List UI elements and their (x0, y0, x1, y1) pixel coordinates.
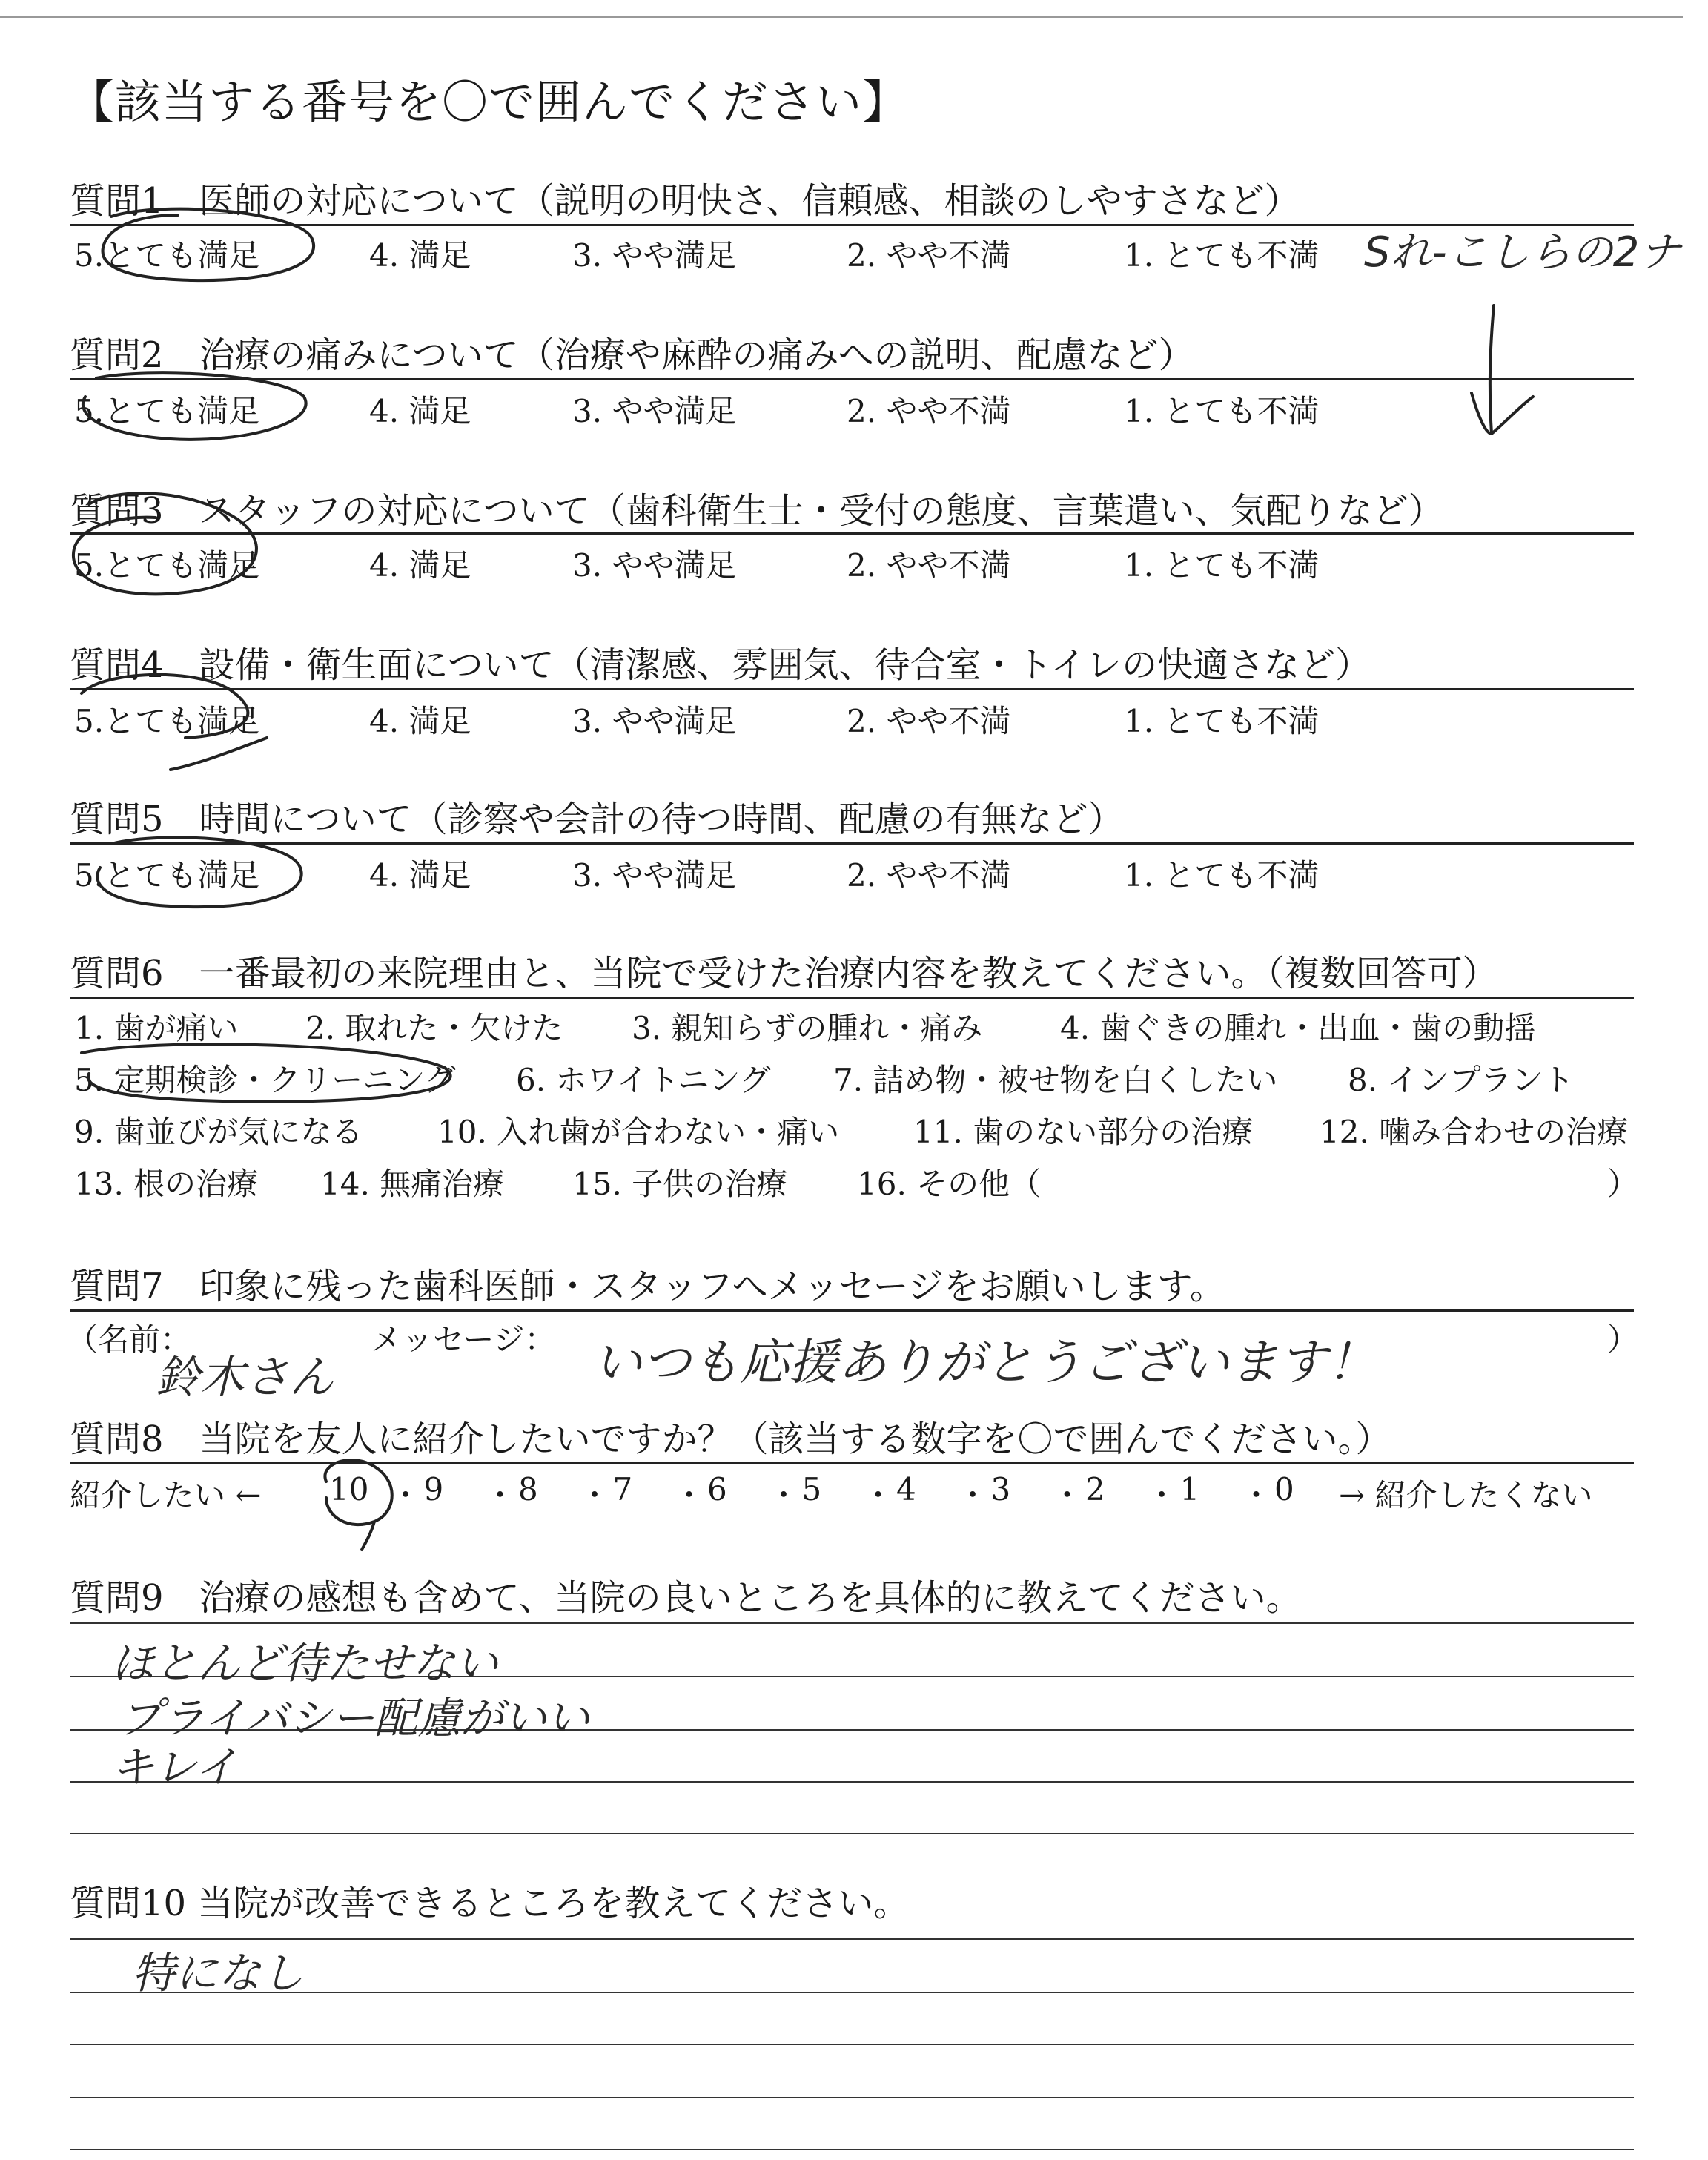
q7-heading: 質問7 印象に残った歯科医師・スタッフへメッセージをお願いします。 (70, 1266, 1225, 1307)
page-title: 【該当する番号を〇で囲んでください】 (68, 75, 910, 129)
q9-answer-2: プライバシー配慮がいい (119, 1693, 590, 1743)
q7-name-value: 鈴木さん (156, 1352, 334, 1404)
q6-option-16[interactable]: 16. その他（ (857, 1166, 1042, 1202)
q6-option-9[interactable]: 9. 歯並びが気になる (74, 1114, 363, 1150)
q5-option-2[interactable]: 2. やや不満 (847, 857, 1011, 894)
q8-right-label: → 紹介したくない (1339, 1477, 1593, 1513)
q1-option-4[interactable]: 4. 満足 (369, 237, 471, 274)
q5-option-5[interactable]: 5.とても満足 (74, 857, 260, 894)
q3-rule (70, 532, 1634, 535)
q2-option-3[interactable]: 3. やや満足 (572, 393, 737, 429)
q9-line-5 (70, 1833, 1634, 1834)
q6-option-3[interactable]: 3. 親知らずの腫れ・痛み (632, 1010, 983, 1046)
q5-rule (70, 842, 1634, 845)
q3-option-4[interactable]: 4. 満足 (369, 547, 471, 584)
q5-option-3[interactable]: 3. やや満足 (572, 857, 737, 894)
q5-heading: 質問5 時間について（診察や会計の待つ時間、配慮の有無など） (70, 799, 1124, 840)
q8-scale-2[interactable]: 2 (1085, 1471, 1105, 1507)
q4-option-3[interactable]: 3. やや満足 (572, 703, 737, 739)
page-top-edge (0, 16, 1683, 18)
q8-scale-separator: ・ (673, 1477, 705, 1513)
q4-option-1[interactable]: 1. とても不満 (1124, 703, 1320, 739)
q8-scale-7[interactable]: 7 (612, 1471, 633, 1507)
q4-option-5[interactable]: 5.とても満足 (74, 703, 260, 739)
q6-option-13[interactable]: 13. 根の治療 (74, 1166, 259, 1202)
q2-heading: 質問2 治療の痛みについて（治療や麻酔の痛みへの説明、配慮など） (70, 334, 1194, 376)
q7-message-label: メッセージ： (371, 1321, 556, 1358)
q8-scale-5[interactable]: 5 (801, 1471, 822, 1507)
q8-scale-3[interactable]: 3 (990, 1471, 1011, 1507)
q8-heading: 質問8 当院を友人に紹介したいですか？（該当する数字を〇で囲んでください。） (70, 1418, 1391, 1460)
q2-option-2[interactable]: 2. やや不満 (847, 393, 1011, 429)
q2-rule (70, 378, 1634, 380)
q7-rule (70, 1309, 1634, 1312)
q6-option-6[interactable]: 6. ホワイトニング (516, 1062, 771, 1098)
q8-scale-separator: ・ (957, 1477, 989, 1513)
q10-line-2 (70, 1992, 1634, 1993)
q8-scale-separator: ・ (1051, 1477, 1083, 1513)
q10-line-5 (70, 2149, 1634, 2150)
q8-left-label: 紹介したい ← (70, 1477, 262, 1513)
q3-option-3[interactable]: 3. やや満足 (572, 547, 737, 584)
q9-line-4 (70, 1781, 1634, 1783)
q6-option-14[interactable]: 14. 無痛治療 (320, 1166, 505, 1202)
q10-line-3 (70, 2044, 1634, 2045)
q8-scale-separator: ・ (579, 1477, 611, 1513)
q9-heading: 質問9 治療の感想も含めて、当院の良いところを具体的に教えてください。 (70, 1577, 1302, 1619)
q5-option-1[interactable]: 1. とても不満 (1124, 857, 1320, 894)
q6-close-paren: ） (1607, 1166, 1639, 1202)
q6-option-2[interactable]: 2. 取れた・欠けた (305, 1010, 563, 1046)
q4-option-2[interactable]: 2. やや不満 (847, 703, 1011, 739)
q6-option-7[interactable]: 7. 詰め物・被せ物を白くしたい (833, 1062, 1278, 1098)
q8-scale-separator: ・ (1146, 1477, 1178, 1513)
arrow-down-icon (1472, 305, 1533, 434)
q2-option-1[interactable]: 1. とても不満 (1124, 393, 1320, 429)
q8-scale-separator: ・ (1240, 1477, 1272, 1513)
q1-option-5[interactable]: 5.とても満足 (74, 237, 260, 274)
q8-scale-separator: ・ (768, 1477, 800, 1513)
q9-answer-1: ほとんど待たせない (111, 1638, 499, 1688)
q8-scale-6[interactable]: 6 (707, 1471, 727, 1507)
q2-option-5[interactable]: 5.とても満足 (74, 393, 260, 429)
q6-option-11[interactable]: 11. 歯のない部分の治療 (913, 1114, 1254, 1150)
q1-heading: 質問1 医師の対応について（説明の明快さ、信頼感、相談のしやすさなど） (70, 180, 1300, 222)
q6-option-15[interactable]: 15. 子供の治療 (572, 1166, 788, 1202)
q6-option-10[interactable]: 10. 入れ歯が合わない・痛い (437, 1114, 840, 1150)
q6-option-12[interactable]: 12. 噛み合わせの治療 (1320, 1114, 1629, 1150)
q6-option-5[interactable]: 5. 定期検診・クリーニング (74, 1062, 456, 1098)
q4-rule (70, 688, 1634, 690)
q6-option-8[interactable]: 8. インプラント (1348, 1062, 1575, 1098)
q10-line-1 (70, 1938, 1634, 1940)
q6-option-1[interactable]: 1. 歯が痛い (74, 1010, 239, 1046)
q3-heading: 質問3 スタッフの対応について（歯科衛生士・受付の態度、言葉遣い、気配りなど） (70, 490, 1444, 532)
q6-option-4[interactable]: 4. 歯ぐきの腫れ・出血・歯の動揺 (1060, 1010, 1536, 1046)
q9-line-1 (70, 1622, 1634, 1624)
q1-option-2[interactable]: 2. やや不満 (847, 237, 1011, 274)
q8-scale-4[interactable]: 4 (896, 1471, 916, 1507)
q9-answer-3: キレイ (111, 1742, 238, 1792)
q2-option-4[interactable]: 4. 満足 (369, 393, 471, 429)
q8-scale-10[interactable]: 10 (329, 1471, 369, 1507)
q10-line-4 (70, 2097, 1634, 2098)
q7-name-label: （名前： (67, 1321, 192, 1358)
q1-option-1[interactable]: 1. とても不満 (1124, 237, 1320, 274)
q3-option-1[interactable]: 1. とても不満 (1124, 547, 1320, 584)
q7-message-value: いつも応援ありがとうございます！ (593, 1334, 1376, 1391)
q8-scale-1[interactable]: 1 (1179, 1471, 1200, 1507)
q8-scale-9[interactable]: 9 (423, 1471, 444, 1507)
q8-scale-separator: ・ (484, 1477, 516, 1513)
q3-option-2[interactable]: 2. やや不満 (847, 547, 1011, 584)
q6-heading: 質問6 一番最初の来院理由と、当院で受けた治療内容を教えてください。（複数回答可） (70, 953, 1498, 994)
q8-scale-separator: ・ (862, 1477, 894, 1513)
q3-option-5[interactable]: 5.とても満足 (74, 547, 260, 584)
q7-close-paren: ） (1607, 1321, 1639, 1358)
q10-heading: 質問10 当院が改善できるところを教えてください。 (70, 1883, 910, 1924)
q4-heading: 質問4 設備・衛生面について（清潔感、雰囲気、待合室・トイレの快適さなど） (70, 644, 1371, 686)
q8-scale-0[interactable]: 0 (1274, 1471, 1294, 1507)
q8-scale-separator: ・ (390, 1477, 422, 1513)
q4-option-4[interactable]: 4. 満足 (369, 703, 471, 739)
q10-answer-1: 特になし (132, 1948, 305, 1998)
q1-option-3[interactable]: 3. やや満足 (572, 237, 737, 274)
side-note: Sれ-こしらの2ナ (1364, 228, 1681, 277)
q5-option-4[interactable]: 4. 満足 (369, 857, 471, 894)
q6-rule (70, 997, 1634, 999)
q8-scale-8[interactable]: 8 (518, 1471, 538, 1507)
q8-rule (70, 1462, 1634, 1464)
